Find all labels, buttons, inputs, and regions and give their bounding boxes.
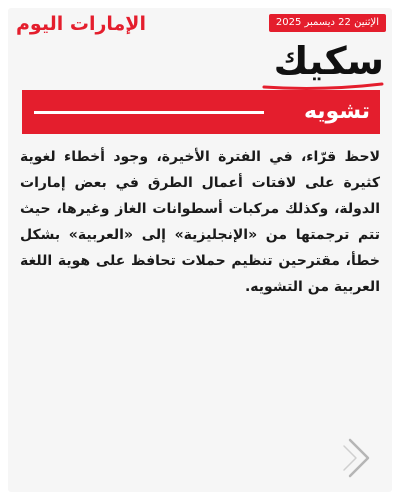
date-badge: الإثنين 22 ديسمبر 2025: [269, 14, 386, 32]
topic-title: تشويه: [303, 99, 370, 124]
topic-banner: [22, 90, 380, 134]
logo-swoosh-icon: [262, 82, 384, 90]
chevron-right-icon[interactable]: [340, 436, 374, 480]
topic-underline: [34, 111, 264, 114]
article-body: لاحظ قرّاء، في الفترة الأخيرة، وجود أخطاء لغوية كثيرة على لافتات أعمال الطرق في بعض إمارات الدولة، وكذلك مركبات أسطوانات الغاز وغيرها، حيث تتم ترجمتها من «الإنجليزية» إلى «العربية» بشكل خطأ، مقترحين تنظيم حملات تحافظ على هوية اللغة العربية من التشويه.: [20, 149, 380, 295]
section-logo: سكيك: [273, 39, 384, 83]
brand-logo: الإمارات اليوم: [16, 13, 146, 35]
